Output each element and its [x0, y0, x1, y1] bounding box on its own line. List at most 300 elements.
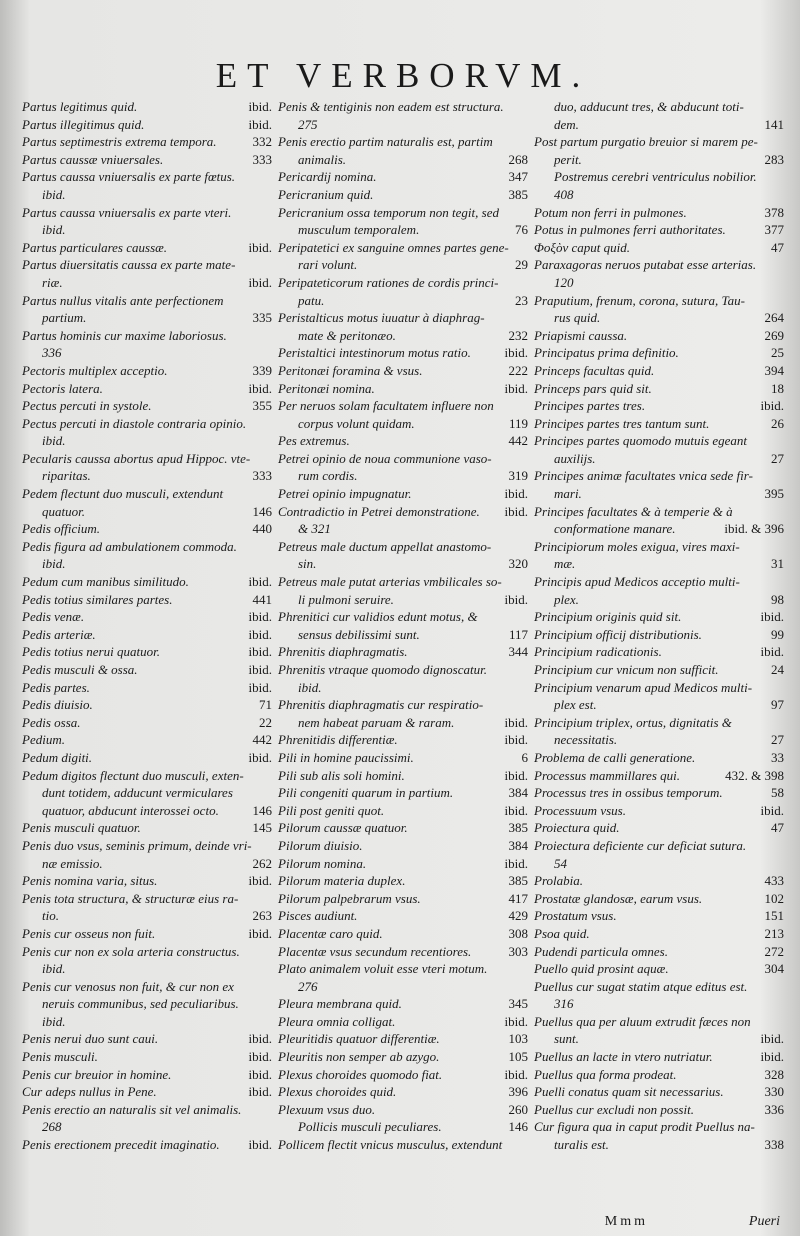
- index-entry: [534, 274, 784, 292]
- page-reference: ibid.: [504, 380, 528, 396]
- index-entry: [278, 133, 528, 151]
- index-entry: [22, 98, 272, 116]
- page-reference: 355: [252, 398, 272, 414]
- index-entry: [22, 362, 272, 380]
- index-entry: [278, 626, 528, 644]
- index-entry: [22, 221, 272, 239]
- page-reference: 304: [764, 961, 784, 977]
- page-reference: 347: [508, 169, 528, 185]
- entry-text: riparitas.: [42, 468, 91, 484]
- index-entry: [22, 309, 272, 327]
- index-entry: [534, 995, 784, 1013]
- page-reference: 26: [771, 415, 784, 431]
- entry-text: Penis erectio an naturalis sit vel animalis.: [22, 1101, 242, 1117]
- page-reference: 76: [515, 222, 528, 238]
- page-reference: 97: [771, 697, 784, 713]
- entry-text: riæ.: [42, 274, 63, 290]
- page-reference: ibid.: [504, 767, 528, 783]
- index-entry: [278, 837, 528, 855]
- entry-text: Principium venarum apud Medicos multi-: [534, 679, 753, 695]
- page-reference: 338: [764, 1137, 784, 1153]
- page-reference: ibid.: [248, 380, 272, 396]
- entry-text: ibid.: [42, 186, 66, 202]
- page-reference: 58: [771, 785, 784, 801]
- index-entry: [534, 591, 784, 609]
- entry-text: Partus caussa vniuersalis ex parte vteri.: [22, 204, 232, 220]
- page-reference: 429: [508, 908, 528, 924]
- index-entry: [278, 855, 528, 873]
- entry-text: Pericranium quid.: [278, 186, 374, 202]
- catchword: Pueri: [748, 1214, 780, 1229]
- entry-text: Pericardij nomina.: [278, 169, 377, 185]
- index-entry: [534, 186, 784, 204]
- index-entry: [534, 168, 784, 186]
- page-reference: 22: [259, 714, 272, 730]
- index-entry: [22, 626, 272, 644]
- entry-text: Partus diuersitatis caussa ex parte mate-: [22, 257, 236, 273]
- index-entry: [278, 1066, 528, 1084]
- index-entry: [22, 1013, 272, 1031]
- entry-text: perit.: [554, 151, 582, 167]
- entry-text: Φοξὸν caput quid.: [534, 239, 630, 255]
- page-reference: 146: [508, 1119, 528, 1135]
- index-entry: [534, 855, 784, 873]
- entry-text: & 321: [298, 521, 331, 537]
- index-entry: [278, 1083, 528, 1101]
- index-entry: [278, 960, 528, 978]
- index-entry: [22, 432, 272, 450]
- entry-text: Pedum digiti.: [22, 749, 93, 765]
- index-entry: [22, 292, 272, 310]
- index-entry: [278, 327, 528, 345]
- page-reference: ibid.: [248, 1137, 272, 1153]
- entry-text: Pili congeniti quarum in partium.: [278, 785, 454, 801]
- index-entry: [534, 731, 784, 749]
- page-reference: ibid.: [504, 503, 528, 519]
- entry-text: Pedis partes.: [22, 679, 90, 695]
- page-reference: 260: [508, 1101, 528, 1117]
- index-entry: [278, 292, 528, 310]
- index-entry: [534, 907, 784, 925]
- page-reference: ibid.: [248, 574, 272, 590]
- entry-text: Psoa quid.: [534, 925, 590, 941]
- entry-text: Placentæ caro quid.: [278, 925, 383, 941]
- index-entry: [278, 362, 528, 380]
- index-entry: [278, 432, 528, 450]
- entry-text: Phrenitis diaphragmatis.: [278, 644, 408, 660]
- index-entry: [534, 749, 784, 767]
- index-entry: [534, 978, 784, 996]
- page-reference: ibid.: [504, 732, 528, 748]
- entry-text: dunt totidem, adducunt vermiculares: [42, 785, 233, 801]
- index-entry: [534, 1066, 784, 1084]
- entry-text: Penis nomina varia, situs.: [22, 873, 158, 889]
- entry-text: Puellus qua forma prodeat.: [534, 1066, 677, 1082]
- entry-text: sin.: [298, 556, 317, 572]
- entry-text: Partus hominis cur maxime laboriosus.: [22, 327, 227, 343]
- index-entry: [534, 679, 784, 697]
- page-reference: 378: [764, 204, 784, 220]
- entry-text: Pleuritidis quatuor differentiæ.: [278, 1031, 440, 1047]
- page-reference: 417: [508, 890, 528, 906]
- entry-text: ibid.: [42, 1013, 66, 1029]
- page-reference: 328: [764, 1066, 784, 1082]
- index-entry: [278, 1030, 528, 1048]
- entry-text: Principium radicationis.: [534, 644, 662, 660]
- entry-text: plex est.: [554, 697, 597, 713]
- index-column-3: [534, 98, 784, 1154]
- index-entry: [278, 503, 528, 521]
- page-reference: ibid.: [760, 1031, 784, 1047]
- index-entry: [534, 714, 784, 732]
- entry-text: Petrei opinio de noua communione vaso-: [278, 450, 492, 466]
- entry-text: turalis est.: [554, 1137, 609, 1153]
- entry-text: quatuor, abducunt interossei octo.: [42, 802, 219, 818]
- index-entry: [278, 995, 528, 1013]
- entry-text: Pisces audiunt.: [278, 908, 358, 924]
- entry-text: ibid.: [42, 961, 66, 977]
- index-entry: [22, 1030, 272, 1048]
- entry-text: 276: [298, 978, 318, 994]
- index-entry: [534, 292, 784, 310]
- index-entry: [22, 116, 272, 134]
- entry-text: Petrei opinio impugnatur.: [278, 486, 412, 502]
- index-entry: [22, 837, 272, 855]
- index-entry: [278, 591, 528, 609]
- entry-text: Pedum cum manibus similitudo.: [22, 574, 189, 590]
- entry-text: Processus mammillares qui.: [534, 767, 681, 783]
- index-entry: [278, 116, 528, 134]
- entry-text: Puello quid prosint aquæ.: [534, 961, 669, 977]
- index-entry: [22, 907, 272, 925]
- entry-text: Priapismi caussa.: [534, 327, 628, 343]
- page-reference: ibid.: [248, 873, 272, 889]
- page-reference: 99: [771, 626, 784, 642]
- entry-text: 275: [298, 116, 318, 132]
- entry-text: corpus volunt quidam.: [298, 415, 415, 431]
- entry-text: Penis cur non ex sola arteria constructus.: [22, 943, 240, 959]
- entry-text: Pilorum materia duplex.: [278, 873, 406, 889]
- page-reference: 269: [764, 327, 784, 343]
- entry-text: rus quid.: [554, 310, 601, 326]
- index-entry: [22, 978, 272, 996]
- entry-text: ibid.: [42, 222, 66, 238]
- entry-text: Pes extremus.: [278, 433, 350, 449]
- entry-text: Paraxagoras neruos putabat esse arterias.: [534, 257, 757, 273]
- entry-text: Pilorum nomina.: [278, 855, 367, 871]
- index-entry: [22, 380, 272, 398]
- entry-text: Pectoris latera.: [22, 380, 103, 396]
- index-columns: [22, 98, 784, 1154]
- page-reference: ibid.: [248, 239, 272, 255]
- page-reference: 117: [508, 626, 528, 642]
- page-reference: 102: [764, 890, 784, 906]
- entry-text: Peristaltici intestinorum motus ratio.: [278, 345, 471, 361]
- entry-text: 336: [42, 345, 62, 361]
- index-entry: [22, 450, 272, 468]
- entry-text: Principatus prima definitio.: [534, 345, 679, 361]
- index-entry: [534, 696, 784, 714]
- entry-text: 316: [554, 996, 574, 1012]
- page-reference: 27: [771, 732, 784, 748]
- index-entry: [22, 714, 272, 732]
- entry-text: Cur figura qua in caput prodit Puellus na-: [534, 1119, 755, 1135]
- page-reference: 25: [771, 345, 784, 361]
- page-reference: 333: [252, 468, 272, 484]
- entry-text: Penis cur osseus non fuit.: [22, 925, 156, 941]
- index-entry: [22, 151, 272, 169]
- index-column-1: [22, 98, 272, 1154]
- index-entry: [22, 573, 272, 591]
- entry-text: Phrenitis vtraque quomodo dignoscatur.: [278, 662, 487, 677]
- index-entry: [22, 186, 272, 204]
- entry-text: Pedis totius nerui quatuor.: [22, 644, 160, 660]
- entry-text: Principes partes tres.: [534, 398, 646, 414]
- entry-text: ibid.: [42, 556, 66, 572]
- entry-text: Puelli conatus quam sit necessarius.: [534, 1084, 724, 1100]
- index-entry: [534, 960, 784, 978]
- entry-text: Principium officij distributionis.: [534, 626, 702, 642]
- page-reference: 232: [508, 327, 528, 343]
- index-entry: [534, 784, 784, 802]
- entry-text: necessitatis.: [554, 732, 618, 748]
- entry-text: Per neruos solam facultatem influere non: [278, 398, 494, 414]
- entry-text: Penis erectio partim naturalis est, partim: [278, 134, 493, 150]
- index-entry: [278, 872, 528, 890]
- entry-text: Pedis musculi & ossa.: [22, 662, 138, 677]
- index-entry: [278, 890, 528, 908]
- index-entry: [278, 643, 528, 661]
- index-entry: [22, 802, 272, 820]
- index-entry: [22, 731, 272, 749]
- page-reference: 283: [764, 151, 784, 167]
- page-reference: 319: [508, 468, 528, 484]
- entry-text: Principes animæ facultates vnica sede fir-: [534, 468, 753, 484]
- entry-text: Penis & tentiginis non eadem est structura.: [278, 99, 504, 114]
- page-reference: 339: [252, 362, 272, 378]
- page-reference: 308: [508, 925, 528, 941]
- index-entry: [534, 450, 784, 468]
- entry-text: Partus nullus vitalis ante perfectionem: [22, 292, 224, 308]
- entry-text: Penis erectionem precedit imaginatio.: [22, 1137, 220, 1153]
- index-entry: [278, 767, 528, 785]
- page-reference: 6: [521, 749, 528, 765]
- index-entry: [22, 520, 272, 538]
- index-entry: [22, 679, 272, 697]
- index-entry: [534, 309, 784, 327]
- page-reference: 98: [771, 591, 784, 607]
- index-entry: [278, 415, 528, 433]
- index-entry: [534, 221, 784, 239]
- entry-text: Praputium, frenum, corona, sutura, Tau-: [534, 292, 745, 308]
- entry-text: Peripatetici ex sanguine omnes partes gene-: [278, 239, 509, 255]
- index-entry: [278, 221, 528, 239]
- page-reference: ibid.: [504, 802, 528, 818]
- index-entry: [278, 714, 528, 732]
- page-reference: 27: [771, 450, 784, 466]
- index-entry: [22, 960, 272, 978]
- page-reference: 47: [771, 820, 784, 836]
- page-reference: 213: [764, 925, 784, 941]
- entry-text: Peritonæi foramina & vsus.: [278, 362, 423, 378]
- running-header: ET VERBORVM.: [215, 56, 591, 95]
- index-entry: [534, 538, 784, 556]
- entry-text: plex.: [554, 591, 579, 607]
- entry-text: Prostatum vsus.: [534, 908, 617, 924]
- entry-text: Pericranium ossa temporum non tegit, sed: [278, 204, 499, 220]
- page-reference: 24: [771, 662, 784, 677]
- page-reference: ibid.: [248, 644, 272, 660]
- page-reference: ibid.: [760, 609, 784, 625]
- index-entry: [534, 573, 784, 591]
- index-entry: [534, 1013, 784, 1031]
- entry-text: Peripateticorum rationes de cordis princi-: [278, 274, 499, 290]
- page-reference: ibid.: [504, 591, 528, 607]
- entry-text: Partus septimestris extrema tempora.: [22, 134, 217, 150]
- index-entry: [22, 943, 272, 961]
- entry-text: mæ.: [554, 556, 576, 572]
- entry-text: tio.: [42, 908, 59, 924]
- index-entry: [534, 327, 784, 345]
- entry-text: Principium originis quid sit.: [534, 609, 682, 625]
- entry-text: Petreus male ductum appellat anastomo-: [278, 538, 492, 554]
- index-entry: [22, 256, 272, 274]
- index-entry: [278, 661, 528, 679]
- index-entry: [534, 943, 784, 961]
- entry-text: Penis musculi quatuor.: [22, 820, 141, 836]
- entry-text: Penis cur breuior in homine.: [22, 1066, 172, 1082]
- index-entry: [278, 784, 528, 802]
- page-reference: 103: [508, 1031, 528, 1047]
- page-reference: ibid.: [760, 1049, 784, 1065]
- index-entry: [534, 1083, 784, 1101]
- index-entry: [534, 344, 784, 362]
- entry-text: Pili in homine paucissimi.: [278, 749, 414, 765]
- entry-text: Pedis officium.: [22, 521, 100, 537]
- page-reference: 146: [252, 802, 272, 818]
- entry-text: mari.: [554, 486, 582, 502]
- index-entry: [534, 1118, 784, 1136]
- index-entry: [278, 679, 528, 697]
- page-reference: 384: [508, 785, 528, 801]
- index-entry: [22, 591, 272, 609]
- index-entry: [278, 168, 528, 186]
- signature-mark: Mmm: [604, 1214, 648, 1229]
- page-reference: ibid.: [248, 609, 272, 625]
- index-entry: [278, 450, 528, 468]
- index-entry: [534, 819, 784, 837]
- page-reference: 385: [508, 186, 528, 202]
- entry-text: Pedis figura ad ambulationem commoda.: [22, 538, 237, 554]
- entry-text: Problema de calli generatione.: [534, 749, 696, 765]
- page-reference: 333: [252, 151, 272, 167]
- index-entry: [278, 1101, 528, 1119]
- index-entry: [22, 1066, 272, 1084]
- entry-text: Principes facultates & à temperie & à: [534, 503, 733, 519]
- entry-text: Pili post geniti quot.: [278, 802, 385, 818]
- entry-text: Prostatæ glandosæ, earum vsus.: [534, 890, 703, 906]
- entry-text: conformatione manare.: [554, 521, 676, 537]
- entry-text: Penis tota structura, & structuræ eius ra-: [22, 890, 239, 906]
- page-reference: ibid.: [760, 644, 784, 660]
- page-reference: 377: [764, 222, 784, 238]
- entry-text: Partus particulares caussæ.: [22, 239, 168, 255]
- page-reference: ibid.: [248, 1049, 272, 1065]
- entry-text: nem habeat paruam & raram.: [298, 714, 455, 730]
- page-reference: 335: [252, 310, 272, 326]
- entry-text: duo, adducunt tres, & abducunt toti-: [554, 99, 744, 114]
- entry-text: 268: [42, 1119, 62, 1135]
- index-entry: [22, 415, 272, 433]
- index-entry: [22, 872, 272, 890]
- index-entry: [278, 309, 528, 327]
- index-entry: [534, 380, 784, 398]
- index-entry: [278, 98, 528, 116]
- page-reference: ibid.: [248, 626, 272, 642]
- entry-text: Processuum vsus.: [534, 802, 626, 818]
- index-entry: [534, 608, 784, 626]
- index-entry: [278, 344, 528, 362]
- index-entry: [278, 274, 528, 292]
- index-entry: [278, 204, 528, 222]
- index-entry: [22, 555, 272, 573]
- page-reference: 330: [764, 1084, 784, 1100]
- index-entry: [22, 397, 272, 415]
- index-entry: [22, 1101, 272, 1119]
- index-column-2: [278, 98, 528, 1154]
- index-entry: [534, 767, 784, 785]
- page-reference: ibid.: [504, 714, 528, 730]
- entry-text: Partus caussæ vniuersales.: [22, 151, 164, 167]
- page-reference: 18: [771, 380, 784, 396]
- page-reference: 105: [508, 1049, 528, 1065]
- index-entry: [22, 239, 272, 257]
- page-reference: 268: [508, 151, 528, 167]
- entry-text: Principiorum moles exigua, vires maxi-: [534, 538, 740, 554]
- entry-text: Pecularis caussa abortus apud Hippoc. vte-: [22, 450, 251, 466]
- index-entry: [22, 485, 272, 503]
- index-entry: [278, 151, 528, 169]
- entry-text: mate & peritonæo.: [298, 327, 396, 343]
- index-entry: [22, 327, 272, 345]
- index-entry: [22, 643, 272, 661]
- entry-text: Cur adeps nullus in Pene.: [22, 1084, 157, 1100]
- page-reference: 29: [515, 257, 528, 273]
- page-reference: 145: [252, 820, 272, 836]
- index-entry: [534, 116, 784, 134]
- index-entry: [534, 397, 784, 415]
- entry-text: Principes partes tres tantum sunt.: [534, 415, 710, 431]
- entry-text: Petreus male putat arterias vmbilicales so-: [278, 574, 502, 590]
- index-entry: [534, 520, 784, 538]
- index-entry: [278, 239, 528, 257]
- index-entry: [22, 608, 272, 626]
- entry-text: Penis nerui duo sunt caui.: [22, 1031, 159, 1047]
- page-reference: 71: [259, 697, 272, 713]
- index-entry: [22, 1136, 272, 1154]
- page-reference: ibid.: [248, 749, 272, 765]
- entry-text: Pilorum palpebrarum vsus.: [278, 890, 421, 906]
- index-entry: [534, 256, 784, 274]
- page-reference: ibid.: [248, 1031, 272, 1047]
- index-entry: [534, 467, 784, 485]
- index-entry: [278, 555, 528, 573]
- index-entry: [278, 467, 528, 485]
- page-reference: ibid.: [248, 274, 272, 290]
- page-reference: ibid.: [248, 116, 272, 132]
- index-entry: [22, 696, 272, 714]
- index-entry: [534, 151, 784, 169]
